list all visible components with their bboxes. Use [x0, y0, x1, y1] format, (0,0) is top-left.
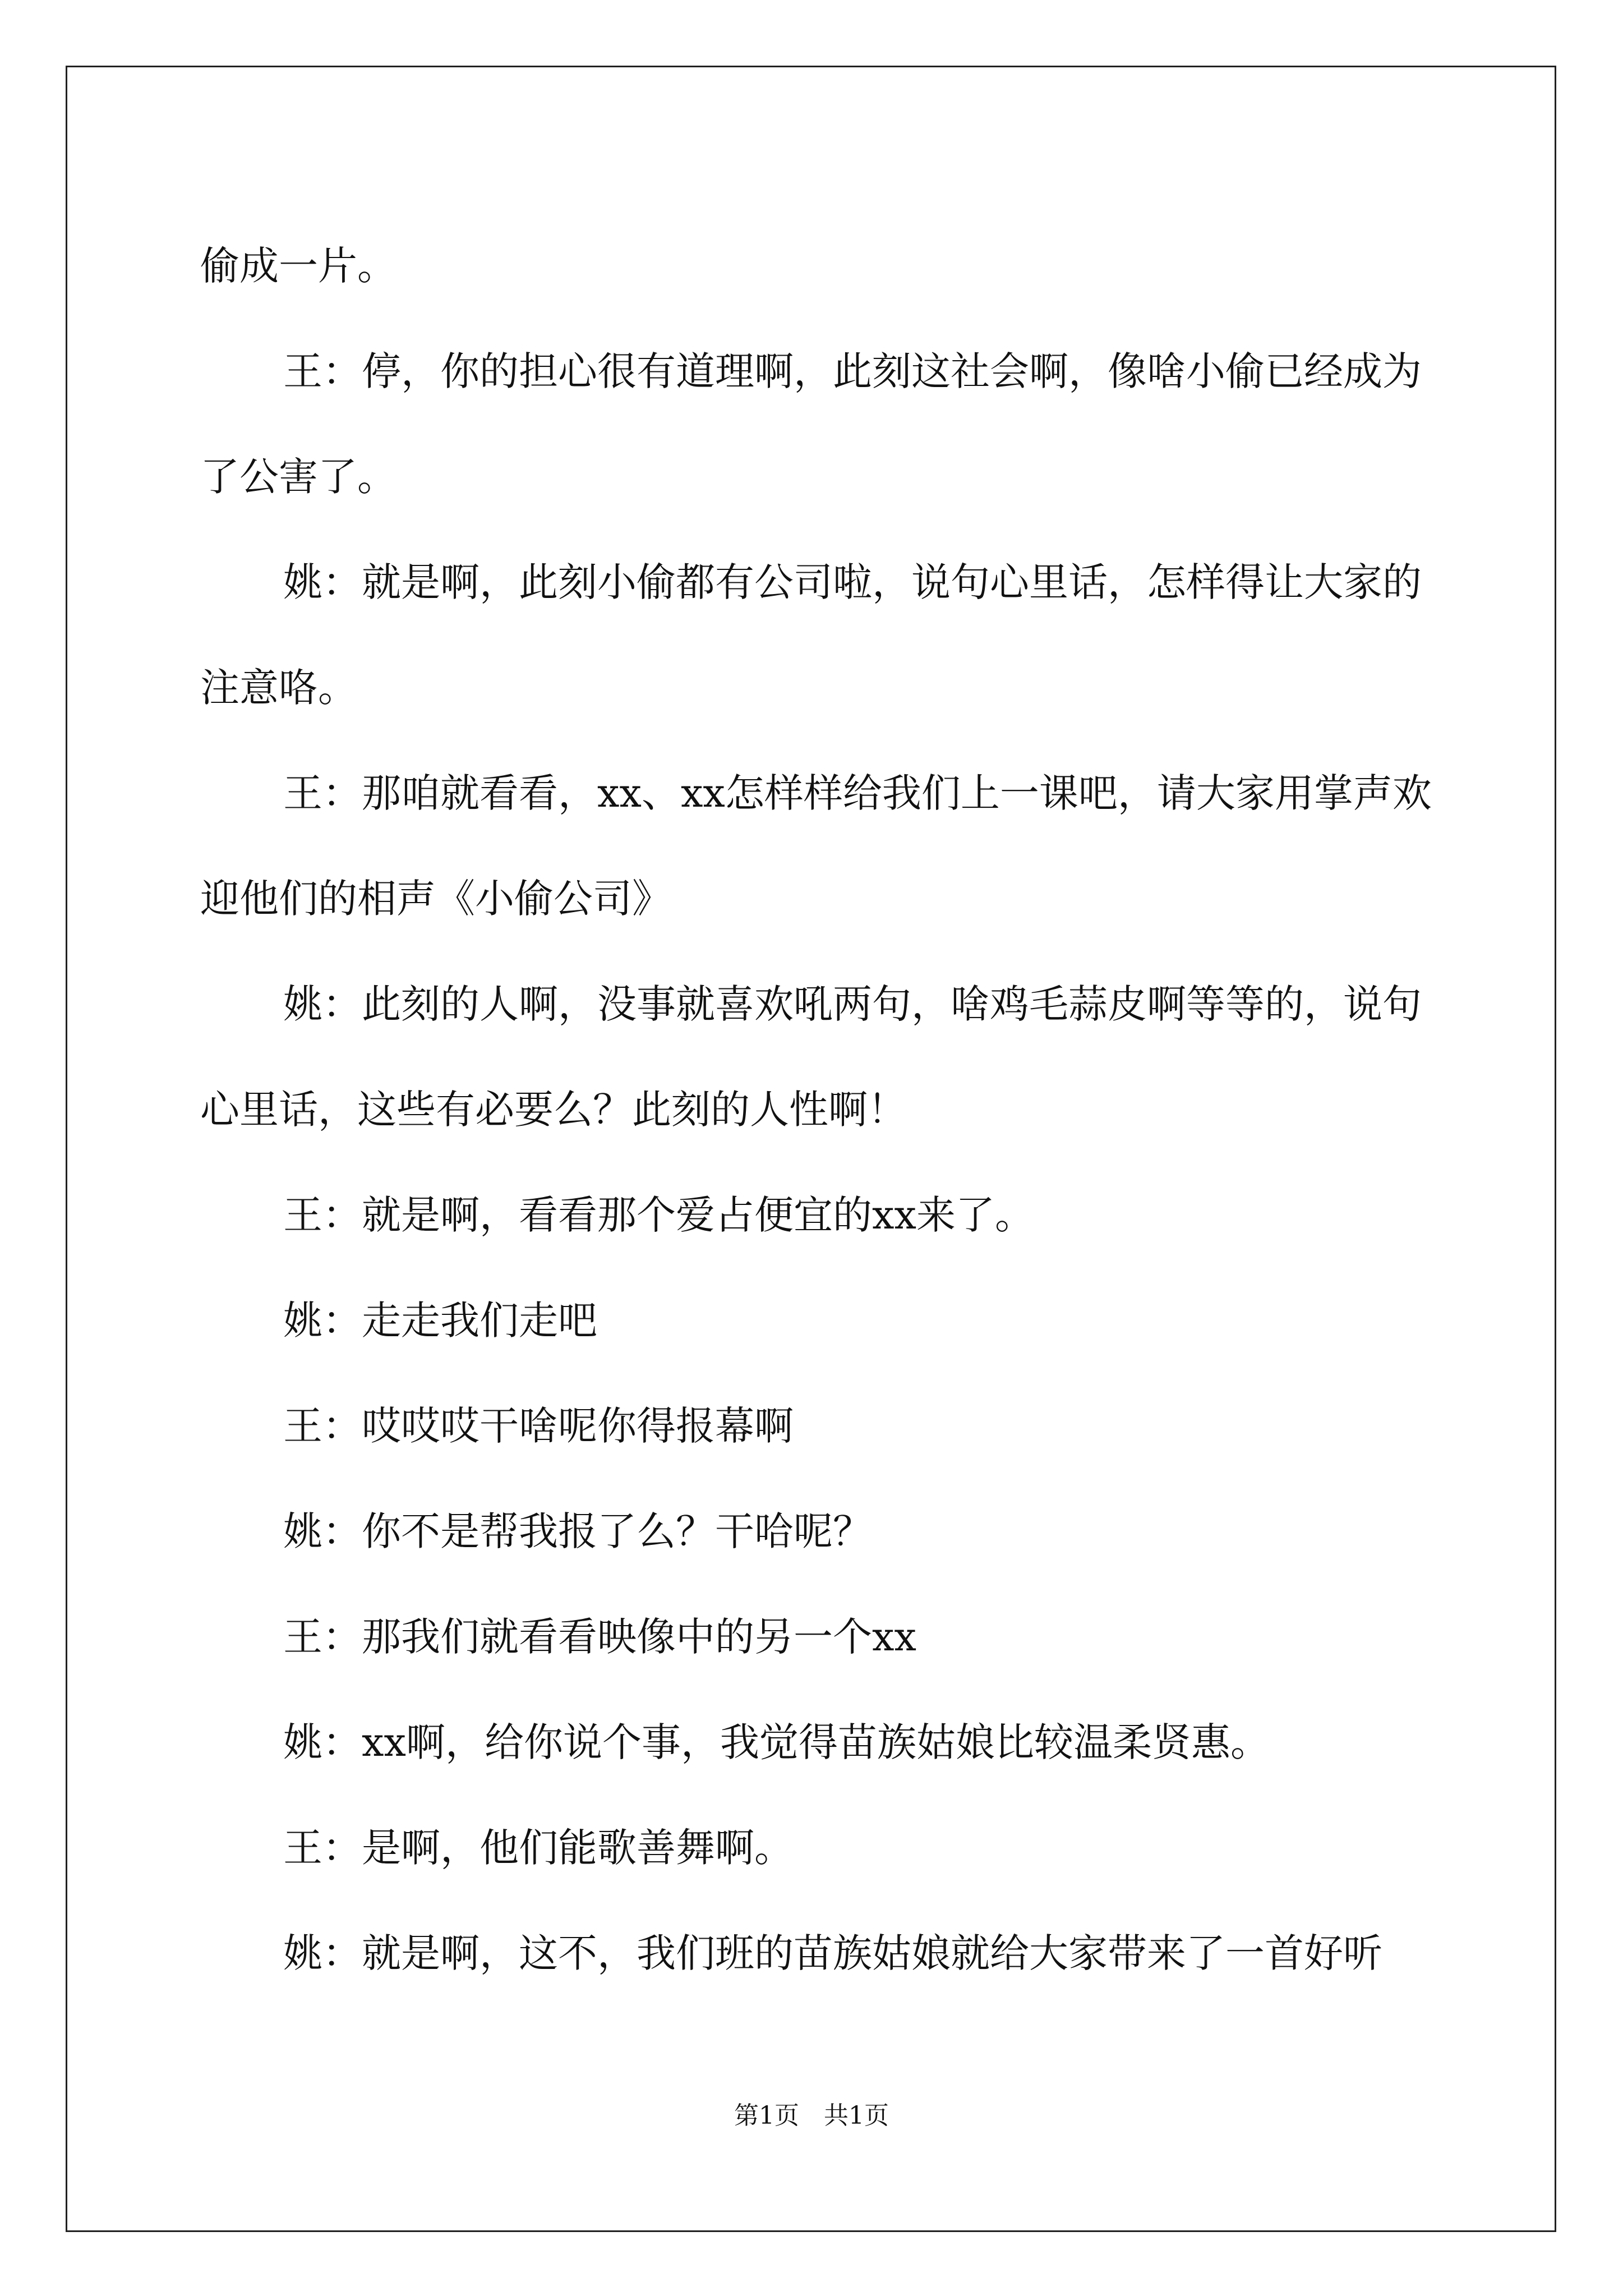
paragraph: 王：那我们就看看映像中的另一个xx — [283, 1614, 916, 1660]
page-number-footer: 第1页 共1页 — [734, 2101, 889, 2130]
document-body — [200, 213, 1434, 2006]
paragraph: 王：那咱就看看，xx、xx怎样样给我们上一课吧，请大家用掌声欢迎他们的相声《小偷公司》 — [200, 770, 1432, 922]
paragraph: 姚：走走我们走吧 — [283, 1297, 597, 1343]
paragraph: 王：就是啊，看看那个爱占便宜的xx来了。 — [283, 1192, 1034, 1238]
paragraph: 姚：你不是帮我报了么？干哈呢？ — [283, 1508, 872, 1554]
paragraph: 王：哎哎哎干啥呢你得报幕啊 — [283, 1403, 794, 1449]
paragraph: 姚：xx啊，给你说个事，我觉得苗族姑娘比较温柔贤惠。 — [283, 1719, 1270, 1765]
paragraph: 偷成一片。 — [200, 243, 396, 289]
paragraph: 王：停，你的担心很有道理啊，此刻这社会啊，像啥小偷已经成为了公害了。 — [200, 348, 1422, 500]
paragraph: 王：是啊，他们能歌善舞啊。 — [283, 1825, 794, 1871]
paragraph: 姚：此刻的人啊，没事就喜欢吼两句，啥鸡毛蒜皮啊等等的，说句心里话，这些有必要么？此刻的人性啊！ — [200, 981, 1422, 1133]
paragraph: 姚：就是啊，此刻小偷都有公司啦，说句心里话，怎样得让大家的注意咯。 — [200, 559, 1422, 711]
paragraph: 姚：就是啊，这不，我们班的苗族姑娘就给大家带来了一首好听 — [283, 1930, 1382, 1976]
